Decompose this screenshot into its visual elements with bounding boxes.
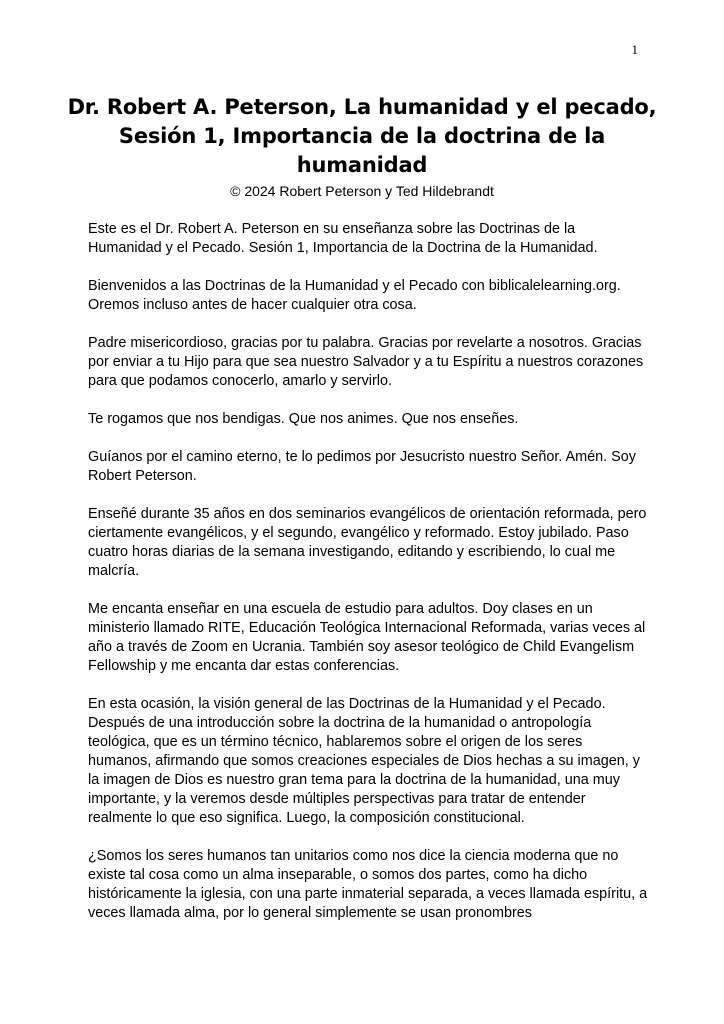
paragraph: Te rogamos que nos bendigas. Que nos animes. Que nos enseñes. bbox=[88, 411, 519, 427]
paragraph: Enseñé durante 35 años en dos seminarios evangélicos de orientación reformada, pero ciertamente evangélicos, y el segundo, evangélico y reformado. Estoy jubilado. Paso cuatro horas diarias de la semana investigando, editando y escribiendo, lo cual me malcría. bbox=[88, 506, 647, 579]
paragraph: Bienvenidos a las Doctrinas de la Humanidad y el Pecado con biblicalelearning.org. Oremos incluso antes de hacer cualquier otra cosa. bbox=[88, 278, 621, 313]
document-body bbox=[88, 220, 648, 942]
paragraph: Este es el Dr. Robert A. Peterson en su enseñanza sobre las Doctrinas de la Humanidad y el Pecado. Sesión 1, Importancia de la Doctrina de la Humanidad. bbox=[88, 221, 598, 256]
paragraph: Padre misericordioso, gracias por tu palabra. Gracias por revelarte a nosotros. Gracias por enviar a tu Hijo para que sea nuestro Salvador y a tu Espíritu a nuestros corazones para que podamos conocerlo, amarlo y servirlo. bbox=[88, 335, 644, 389]
paragraph: Guíanos por el camino eterno, te lo pedimos por Jesucristo nuestro Señor. Amén. Soy Robert Peterson. bbox=[88, 449, 636, 484]
paragraph: En esta ocasión, la visión general de las Doctrinas de la Humanidad y el Pecado. Después de una introducción sobre la doctrina de la humanidad o antropología teológica, que es un término técnico, hablaremos sobre el origen de los seres humanos, afirmando que somos creaciones especiales de Dios hechas a su imagen, y la imagen de Dios es nuestro gran tema para la doctrina de la humanidad, una muy importante, y la veremos desde múltiples perspectivas para tratar de entender realmente lo que eso significa. Luego, la composición constitucional. bbox=[88, 696, 640, 826]
page-number: 1 bbox=[631, 42, 638, 57]
document-title: Dr. Robert A. Peterson, La humanidad y el pecado, Sesión 1, Importancia de la doctrina de la humanidad bbox=[67, 95, 657, 177]
paragraph: Me encanta enseñar en una escuela de estudio para adultos. Doy clases en un ministerio llamado RITE, Educación Teológica Internacional Reformada, varias veces al año a través de Zoom en Ucrania. También soy asesor teológico de Child Evangelism Fellowship y me encanta dar estas conferencias. bbox=[88, 601, 646, 674]
paragraph: ¿Somos los seres humanos tan unitarios como nos dice la ciencia moderna que no existe tal cosa como un alma inseparable, o somos dos partes, como ha dicho históricamente la iglesia, con una parte inmaterial separada, a veces llamada espíritu, a veces llamada alma, por lo general simplemente se usan pronombres bbox=[88, 848, 648, 921]
copyright-line: © 2024 Robert Peterson y Ted Hildebrandt bbox=[230, 183, 494, 199]
